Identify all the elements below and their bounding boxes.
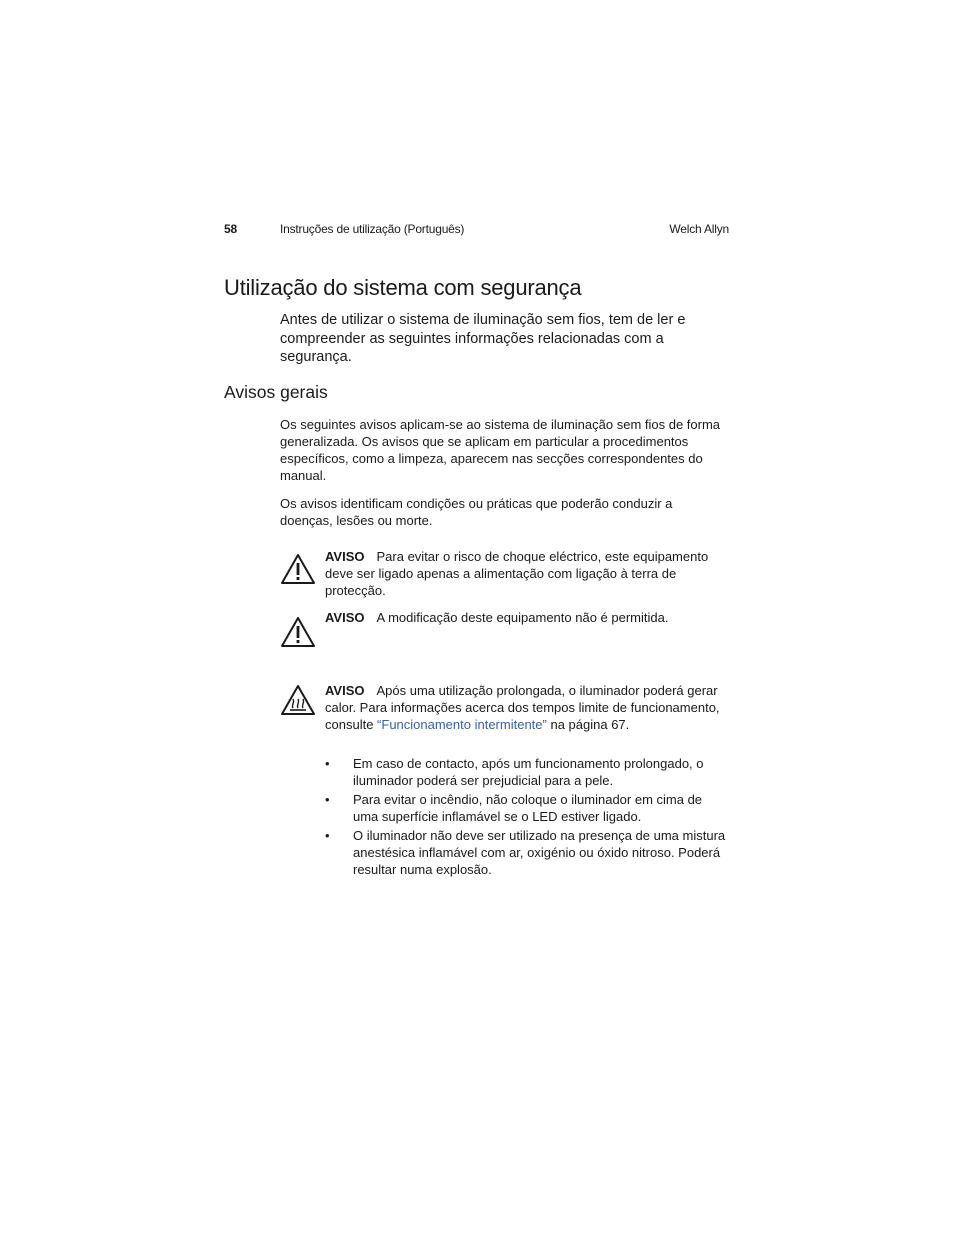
- bullet-symbol: •: [325, 756, 330, 771]
- warnings-definition-paragraph: Os avisos identificam condições ou práticas que poderão conduzir a doenças, lesões ou morte.: [280, 496, 673, 528]
- cross-reference-link[interactable]: “Funcionamento intermitente”: [377, 717, 547, 732]
- warning-label: AVISO: [325, 549, 365, 564]
- list-item: [325, 827, 730, 878]
- list-item: [325, 791, 730, 825]
- warning-text-end: na página 67.: [546, 717, 630, 732]
- list-item-text: Em caso de contacto, após um funcionamento prolongado, o iluminador poderá ser prejudicial para a pele.: [353, 756, 704, 788]
- heat-warning-bullets: [325, 755, 730, 880]
- list-item-text: O iluminador não deve ser utilizado na presença de uma mistura anestésica inflamável com ar, oxigénio ou óxido nitroso. Poderá resultar numa explosão.: [353, 828, 726, 877]
- running-header-title: Instruções de utilização (Português): [280, 222, 465, 236]
- list-item: [325, 755, 730, 789]
- warning-label: AVISO: [325, 610, 365, 625]
- warning-text: Para evitar o risco de choque eléctrico, este equipamento deve ser ligado apenas a alimentação com ligação à terra de protecção.: [325, 549, 709, 598]
- warning-triangle-icon: [280, 553, 316, 585]
- bullet-symbol: •: [325, 792, 330, 807]
- bullet-symbol: •: [325, 828, 330, 843]
- list-item-text: Para evitar o incêndio, não coloque o iluminador em cima de uma superfície inflamável se o LED estiver ligado.: [353, 792, 703, 824]
- section-title: Utilização do sistema com segurança: [224, 275, 582, 300]
- warning-heat: [325, 682, 730, 733]
- warning-text: Após uma utilização prolongada, o iluminador poderá gerar calor. Para informações acerca dos tempos limite de funcionamento, consulte: [325, 683, 720, 732]
- section-intro: Antes de utilizar o sistema de iluminação sem fios, tem de ler e compreender as seguintes informações relacionadas com a segurança.: [280, 312, 686, 365]
- hot-surface-icon: [280, 684, 316, 716]
- warning-label: AVISO: [325, 683, 365, 698]
- warning-text: A modificação deste equipamento não é permitida.: [376, 610, 669, 625]
- general-warnings-paragraph: Os seguintes avisos aplicam-se ao sistema de iluminação sem fios de forma generalizada. Os avisos que se aplicam em particular a procedimentos específicos, como a limpeza, aparecem nas secções correspondentes do manual.: [280, 417, 721, 483]
- warning-triangle-icon: [280, 616, 316, 648]
- page-number: 58: [224, 222, 237, 236]
- subsection-title: Avisos gerais: [224, 382, 328, 402]
- warning-modification: [325, 609, 730, 626]
- running-header-brand: Welch Allyn: [669, 222, 729, 236]
- warning-electric-shock: [325, 548, 730, 599]
